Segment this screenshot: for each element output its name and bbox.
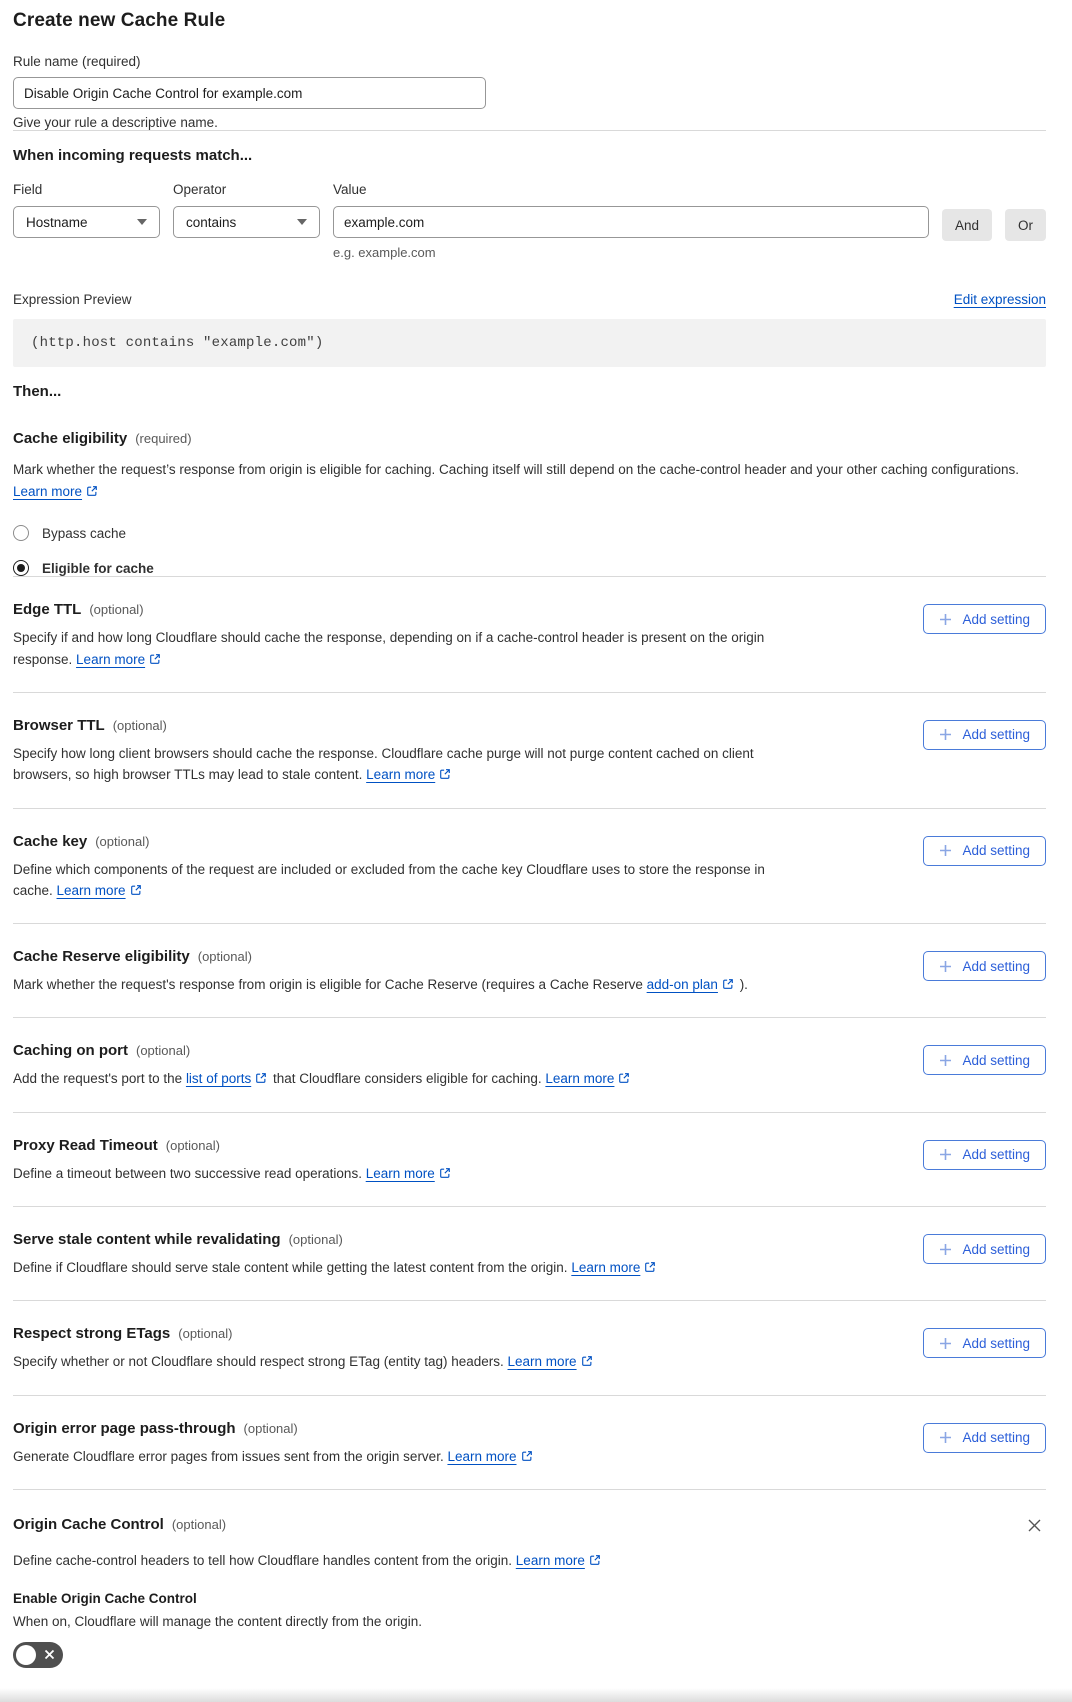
required-badge: (required) <box>135 431 192 446</box>
expression-preview-row <box>13 292 1046 307</box>
plus-icon <box>939 1431 952 1444</box>
match-builder-row <box>13 182 1046 260</box>
origin-cache-control-title: Origin Cache Control <box>13 1516 164 1534</box>
setting-description: Mark whether the request's response from origin is eligible for Cache Reserve (requires a Cache Reserve add-on plan ). <box>13 977 748 993</box>
add-setting-label: Add setting <box>962 1241 1030 1257</box>
radio-option-eligible-for-cache[interactable] <box>13 560 1046 576</box>
close-icon[interactable] <box>1023 1514 1046 1540</box>
radio-unselected-icon[interactable] <box>13 525 29 541</box>
add-setting-button[interactable] <box>923 1328 1046 1358</box>
add-setting-button[interactable] <box>923 1140 1046 1170</box>
add-setting-button[interactable] <box>923 951 1046 981</box>
cache-eligibility-title: Cache eligibility <box>13 430 128 447</box>
setting-description: Add the request's port to the list of ports that Cloudflare considers eligible for caching. Learn more <box>13 1068 771 1089</box>
operator-select[interactable] <box>173 206 320 238</box>
enable-occ-toggle[interactable] <box>13 1642 63 1668</box>
learn-more-link[interactable]: Learn more <box>447 1448 517 1464</box>
setting-description: Define if Cloudflare should serve stale content while getting the latest content from the origin. Learn more <box>13 1257 771 1278</box>
setting-title: Respect strong ETags <box>13 1325 171 1343</box>
setting-description: Define a timeout between two successive read operations. Learn more <box>13 1163 771 1184</box>
rule-name-input[interactable] <box>13 77 486 109</box>
page-title: Create new Cache Rule <box>13 10 226 31</box>
add-setting-label: Add setting <box>962 727 1030 743</box>
then-heading: Then... <box>13 383 62 400</box>
learn-more-link[interactable]: Learn more <box>76 651 146 667</box>
match-heading: When incoming requests match... <box>13 147 253 164</box>
optional-badge: (optional) <box>288 1232 343 1248</box>
setting-title: Caching on port <box>13 1042 128 1060</box>
external-link-icon <box>149 653 161 665</box>
learn-more-link[interactable]: Learn more <box>515 1553 585 1569</box>
setting-title: Proxy Read Timeout <box>13 1136 158 1154</box>
learn-more-link[interactable]: Learn more <box>366 767 436 783</box>
origin-cache-control-panel <box>13 1490 1046 1668</box>
external-link-icon <box>644 1261 656 1273</box>
learn-more-link[interactable]: Learn more <box>507 1354 577 1370</box>
external-link-icon <box>722 978 734 990</box>
cache-eligibility-title-row <box>13 430 1046 447</box>
plus-icon <box>939 1054 952 1067</box>
setting-section <box>13 693 1046 809</box>
setting-description: Specify how long client browsers should cache the response. Cloudflare cache purge will not purge content cached on client browsers, so high browser TTLs may lead to stale content. Learn more <box>13 745 754 783</box>
operator-select-value: contains <box>186 214 237 230</box>
plus-icon <box>939 1243 952 1256</box>
external-link-icon <box>581 1355 593 1367</box>
field-select[interactable] <box>13 206 160 238</box>
external-link-icon <box>439 1167 451 1179</box>
setting-description: Specify if and how long Cloudflare should cache the response, depending on if a cache-control header is present on the origin response. Learn more <box>13 630 765 667</box>
external-link-icon <box>255 1072 267 1084</box>
external-link-icon <box>589 1554 601 1566</box>
setting-title: Origin error page pass-through <box>13 1419 236 1437</box>
optional-badge: (optional) <box>171 1517 227 1533</box>
radio-label: Eligible for cache <box>42 560 154 576</box>
plus-icon <box>939 844 952 857</box>
external-link-icon <box>618 1072 630 1084</box>
setting-title: Cache key <box>13 832 88 850</box>
learn-more-link[interactable]: Learn more <box>571 1260 641 1276</box>
rule-name-block <box>13 54 1046 130</box>
setting-title: Edge TTL <box>13 601 82 619</box>
setting-section <box>13 1207 1046 1301</box>
add-setting-label: Add setting <box>962 1335 1030 1351</box>
setting-title: Serve stale content while revalidating <box>13 1231 281 1249</box>
optional-badge: (optional) <box>243 1420 298 1436</box>
plus-icon <box>939 960 952 973</box>
learn-more-link[interactable]: Learn more <box>56 882 126 898</box>
setting-section <box>13 924 1046 1018</box>
external-link-icon <box>130 884 142 896</box>
setting-section <box>13 1396 1046 1490</box>
add-setting-button[interactable] <box>923 1423 1046 1453</box>
add-setting-label: Add setting <box>962 958 1030 974</box>
learn-more-link[interactable]: Learn more <box>365 1165 435 1181</box>
plus-icon <box>939 1148 952 1161</box>
setting-title: Cache Reserve eligibility <box>13 948 190 966</box>
plus-icon <box>939 613 952 626</box>
field-select-value: Hostname <box>26 214 88 230</box>
setting-section <box>13 1301 1046 1395</box>
chevron-down-icon <box>137 219 147 225</box>
value-input[interactable] <box>333 206 929 238</box>
optional-badge: (optional) <box>197 949 252 965</box>
setting-description: Generate Cloudflare error pages from issues sent from the origin server. Learn more <box>13 1446 771 1467</box>
add-setting-label: Add setting <box>962 1147 1030 1163</box>
optional-badge: (optional) <box>95 833 150 849</box>
radio-label: Bypass cache <box>42 525 127 541</box>
or-button[interactable]: Or <box>1005 209 1046 241</box>
bottom-fade <box>0 1688 1072 1702</box>
optional-badge: (optional) <box>89 602 144 618</box>
enable-occ-label: Enable Origin Cache Control <box>13 1591 197 1607</box>
expression-preview-label: Expression Preview <box>13 292 132 307</box>
setting-section <box>13 809 1046 925</box>
learn-more-link[interactable]: Learn more <box>13 483 83 499</box>
plus-icon <box>939 728 952 741</box>
expression-code-block: (http.host contains "example.com") <box>13 319 1046 367</box>
field-label: Field <box>13 182 43 197</box>
add-setting-button[interactable] <box>923 836 1046 866</box>
settings-list <box>13 577 1046 1490</box>
divider <box>13 130 1046 131</box>
setting-description: Define which components of the request are included or excluded from the cache key Cloudflare uses to store the response in cache. Learn more <box>13 861 765 898</box>
external-link-icon <box>439 768 451 780</box>
add-setting-button[interactable] <box>923 720 1046 750</box>
external-link-icon <box>521 1450 533 1462</box>
optional-badge: (optional) <box>165 1137 220 1153</box>
add-setting-button[interactable] <box>923 604 1046 634</box>
setting-description: Specify whether or not Cloudflare should respect strong ETag (entity tag) headers. Learn more <box>13 1351 771 1372</box>
add-setting-label: Add setting <box>962 1430 1030 1446</box>
value-hint: e.g. example.com <box>333 245 436 260</box>
setting-section <box>13 577 1046 693</box>
toggle-knob <box>16 1645 36 1665</box>
enable-occ-description: When on, Cloudflare will manage the content directly from the origin. <box>13 1614 422 1630</box>
add-setting-button[interactable] <box>923 1045 1046 1075</box>
optional-badge: (optional) <box>112 717 167 733</box>
optional-badge: (optional) <box>178 1326 233 1342</box>
list-of-ports-link[interactable]: list of ports <box>185 1071 252 1087</box>
setting-section <box>13 1018 1046 1112</box>
cache-eligibility-options <box>13 525 1046 576</box>
setting-section <box>13 1113 1046 1207</box>
and-button[interactable]: And <box>942 209 992 241</box>
external-link-icon <box>86 485 98 497</box>
radio-option-bypass-cache[interactable] <box>13 525 1046 541</box>
rule-name-help: Give your rule a descriptive name. <box>13 115 218 130</box>
plus-icon <box>939 1337 952 1350</box>
optional-badge: (optional) <box>136 1043 191 1059</box>
add-setting-label: Add setting <box>962 1052 1030 1068</box>
value-label: Value <box>333 182 367 197</box>
setting-title: Browser TTL <box>13 716 105 734</box>
add-on-plan-link[interactable]: add-on plan <box>646 977 718 993</box>
radio-selected-icon[interactable] <box>13 560 29 576</box>
origin-cache-control-description: Define cache-control headers to tell how Cloudflare handles content from the origin. Learn more <box>13 1550 1046 1571</box>
add-setting-button[interactable] <box>923 1234 1046 1264</box>
add-setting-label: Add setting <box>962 843 1030 858</box>
chevron-down-icon <box>297 219 307 225</box>
operator-label: Operator <box>173 182 227 197</box>
learn-more-link[interactable]: Learn more <box>545 1071 615 1087</box>
cache-eligibility-description: Mark whether the request’s response from origin is eligible for caching. Caching itself will still depend on the cache-control header and your other caching configurations. Learn more <box>13 462 1020 499</box>
rule-name-label: Rule name (required) <box>13 54 141 69</box>
toggle-off-x-icon <box>44 1649 55 1660</box>
edit-expression-link[interactable]: Edit expression <box>953 292 1046 307</box>
add-setting-label: Add setting <box>962 611 1030 627</box>
